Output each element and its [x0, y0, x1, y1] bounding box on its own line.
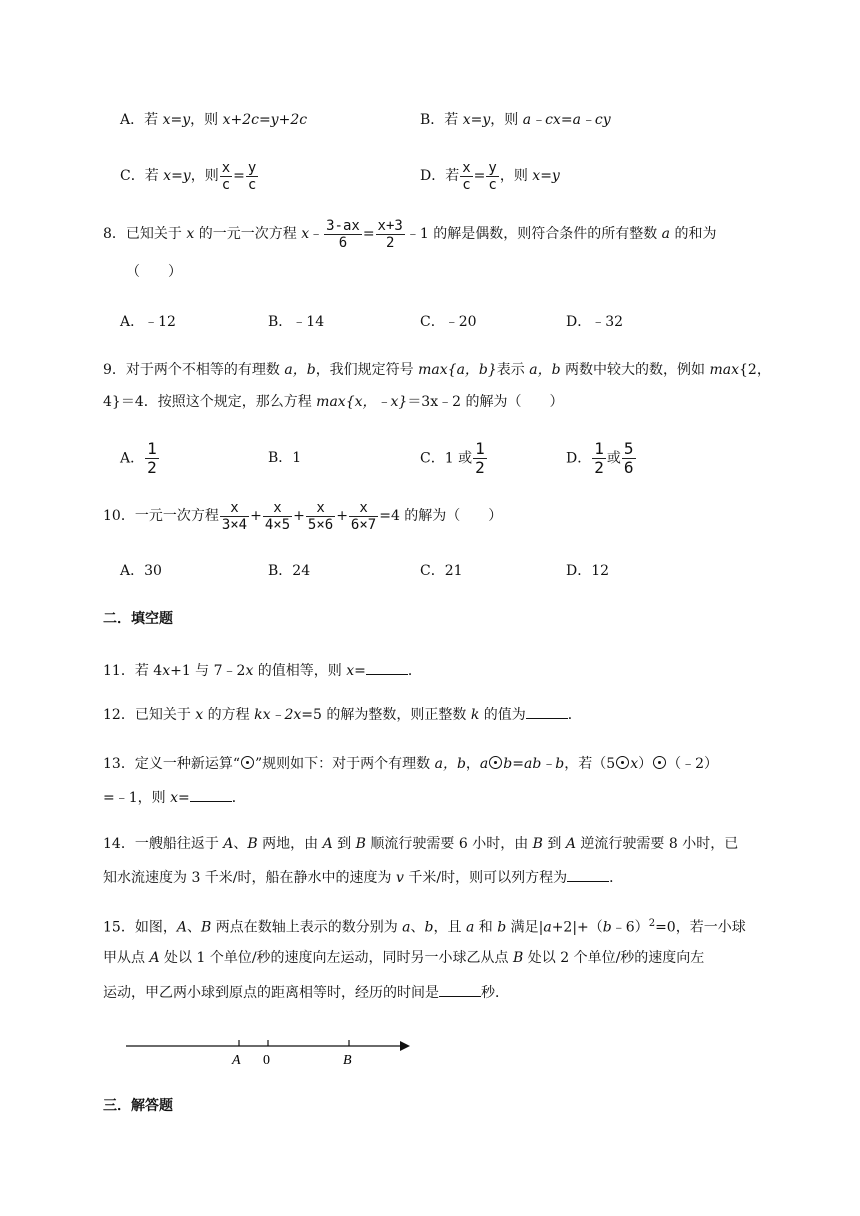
- fraction: $\frac{1}{2}$: [147, 439, 157, 477]
- fraction: $\frac{1}{2}$: [594, 439, 604, 477]
- q7-option-b: [420, 110, 611, 130]
- text: ，则: [490, 112, 523, 128]
- fraction: $\frac{y}{c}$: [247, 159, 257, 193]
- odot-operator-icon: [653, 756, 666, 769]
- answer-blank[interactable]: [567, 867, 609, 882]
- fraction: $\frac{x}{c}$: [221, 159, 231, 193]
- question-13-line2: =﹣1，则 x= ．: [103, 787, 246, 808]
- question-10: 10．一元一次方程 $\frac{x}{3\times 4}$ + $\frac{x}{4\times 5}$ + $\frac{x}{5\times 6}$ + $\frac{x}{6\times 7}$ =4 的解为（ ）: [103, 499, 503, 533]
- q7-option-a: [120, 110, 307, 130]
- answer-blank[interactable]: [366, 660, 408, 675]
- q7-option-d: D．若 $\frac{x}{c}$ = $\frac{y}{c}$ ，则 x=y: [420, 159, 560, 193]
- question-12: 12．已知关于 x 的方程 kx﹣2x=5 的解为整数，则正整数 k 的值为 ．: [103, 704, 582, 725]
- fraction: $\frac{x}{3\times 4}$: [221, 499, 248, 533]
- q10-option-c: C．21: [420, 563, 463, 579]
- question-14-line1: 14．一艘船往返于 A、B 两地，由 A 到 B 顺流行驶需要 6 小时，由 B 到 A 逆流行驶需要 8 小时，已: [103, 836, 739, 852]
- fraction: $\frac{x}{5\times 6}$: [307, 499, 334, 533]
- question-15-line1: 15．如图，A、B 两点在数轴上表示的数分别为 a、b，且 a 和 b 满足|a+2|+（b﹣6）$^2$=0，若一小球: [103, 918, 746, 936]
- question-14-line2: 知水流速度为 3 千米/时，船在静水中的速度为 v 千米/时，则可以列方程为 ．: [103, 867, 623, 888]
- question-9-line2: 4}＝4．按照这个规定，那么方程 max{x，﹣x}＝3x﹣2 的解为（ ）: [103, 394, 564, 410]
- q10-option-b: B．24: [268, 563, 311, 579]
- answer-blank[interactable]: [190, 787, 232, 802]
- q10-option-d: D．12: [566, 563, 610, 579]
- math: x=y: [162, 112, 191, 128]
- question-8: 8．已知关于 x 的一元一次方程 x﹣ $\frac{3-ax}{6}$ = $\frac{x+3}{2}$ ﹣1 的解是偶数，则符合条件的所有整数 a 的和为: [103, 217, 717, 251]
- text: ，则: [190, 112, 223, 128]
- fraction: $\frac{x}{6\times 7}$: [350, 499, 377, 533]
- arrow-right-icon: [400, 1041, 410, 1051]
- label-b: B: [343, 1053, 352, 1068]
- section-heading-fill-in: 二．填空题: [103, 611, 173, 627]
- question-11: 11．若 4x+1 与 7﹣2x 的值相等，则 x= ．: [103, 660, 422, 681]
- answer-blank[interactable]: [439, 982, 481, 997]
- question-15-line3: 运动，甲乙两小球到原点的距离相等时，经历的时间是 秒．: [103, 982, 509, 1003]
- q10-option-a: A．30: [120, 563, 162, 579]
- q8-option-c: C．﹣20: [420, 314, 477, 330]
- math: a﹣cx=a﹣cy: [522, 112, 611, 128]
- fraction: $\frac{x}{c}$: [462, 159, 471, 193]
- label-a: A: [232, 1053, 241, 1068]
- number-line-figure: [120, 1030, 420, 1070]
- fraction: $\frac{x}{4\times 5}$: [264, 499, 291, 533]
- q9-option-d: D． $\frac{1}{2}$ 或 $\frac{5}{6}$: [566, 439, 634, 477]
- q8-option-b: B．﹣14: [268, 314, 325, 330]
- text: 若: [444, 112, 463, 128]
- math: x=y: [462, 112, 491, 128]
- q7-option-c: C．若 x=y，则 $\frac{x}{c}$ = $\frac{y}{c}$: [120, 159, 257, 193]
- odot-operator-icon: [616, 756, 629, 769]
- fraction: $\frac{y}{c}$: [488, 159, 497, 193]
- fraction: $\frac{1}{2}$: [475, 439, 485, 477]
- label-zero: 0: [263, 1053, 270, 1068]
- q9-option-c: C．1 或 $\frac{1}{2}$: [420, 439, 485, 477]
- q8-option-a: A．﹣12: [120, 314, 176, 330]
- q8-option-d: D．﹣32: [566, 314, 624, 330]
- fraction: $\frac{3-ax}{6}$: [326, 217, 360, 251]
- question-number: 8．: [103, 226, 126, 242]
- answer-blank[interactable]: [526, 704, 568, 719]
- option-letter: B．: [420, 112, 445, 128]
- q8-answer-paren: （ ）: [126, 264, 182, 280]
- question-13-line1: 13．定义一种新运算“ ”规则如下：对于两个有理数 a，b，a b=ab﹣b，若（5 x） （﹣2）: [103, 756, 719, 772]
- option-letter: A．: [120, 112, 145, 128]
- section-heading-solutions: 三．解答题: [103, 1098, 173, 1114]
- odot-operator-icon: [241, 756, 254, 769]
- text: 若: [144, 112, 163, 128]
- fraction: $\frac{x+3}{2}$: [377, 217, 403, 251]
- q9-option-b: B．1: [268, 450, 302, 466]
- q9-option-a: A． $\frac{1}{2}$: [120, 439, 157, 477]
- question-15-line2: 甲从点 A 处以 1 个单位/秒的速度向左运动，同时另一小球乙从点 B 处以 2 个单位/秒的速度向左: [103, 950, 705, 966]
- odot-operator-icon: [489, 756, 502, 769]
- math: x+2c=y+2c: [222, 112, 308, 128]
- question-9-line1: 9．对于两个不相等的有理数 a，b，我们规定符号 max{a，b}表示 a，b 两数中较大的数，例如 max{2，: [103, 362, 771, 378]
- fraction: $\frac{5}{6}$: [623, 439, 634, 477]
